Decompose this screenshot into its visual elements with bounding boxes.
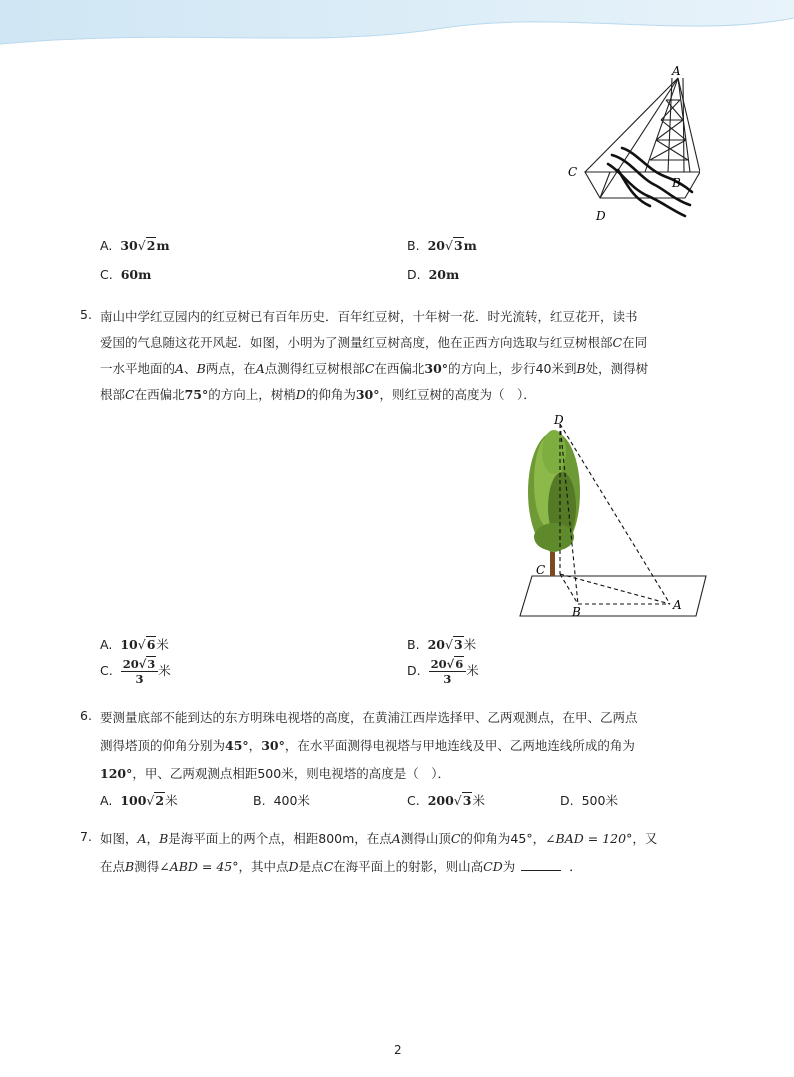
q6-line-1: 要测量底部不能到达的东方明珠电视塔的高度，在黄浦江西岸选择甲、乙两观测点，在甲、乙两点 xyxy=(100,710,638,725)
text: ，在水平面测得电视塔与甲地连线及甲、乙两地连线所成的角为 xyxy=(284,738,635,753)
option-letter: B. xyxy=(253,793,266,808)
sqrt-symbol: √ xyxy=(446,657,455,671)
q6-option-b[interactable] xyxy=(253,791,310,809)
text: 两点，在 xyxy=(205,361,256,376)
option-text: 60m xyxy=(120,267,152,282)
point: A xyxy=(137,831,147,846)
unit: 米 xyxy=(466,663,479,678)
unit: m xyxy=(156,238,170,253)
radicand: 6 xyxy=(146,637,156,652)
option-letter: A. xyxy=(100,637,113,652)
text: ，又 xyxy=(632,831,658,846)
q5-option-d[interactable] xyxy=(407,657,479,686)
point-C: C xyxy=(364,361,375,376)
point-B: B xyxy=(576,361,586,376)
text: ，甲、乙两观测点相距500米，则电视塔的高度是（ ）． xyxy=(132,766,450,781)
radicand: 3 xyxy=(453,238,463,253)
radicand: 6 xyxy=(455,657,464,671)
q5-label-B: B xyxy=(572,605,581,619)
q4-label-C: C xyxy=(568,165,578,179)
sqrt-symbol: √ xyxy=(137,238,146,253)
angle-expression: ∠ABD = 45° xyxy=(159,859,239,874)
point-A: A xyxy=(255,361,265,376)
radicand: 3 xyxy=(462,793,472,808)
q6-option-c[interactable] xyxy=(407,791,485,809)
q6-option-d[interactable] xyxy=(560,791,618,809)
text: 测得塔顶的仰角分别为 xyxy=(100,738,226,753)
option-text: 20m xyxy=(428,267,460,282)
text: 的方向上，步行40米到 xyxy=(448,361,577,376)
text: 、 xyxy=(184,361,197,376)
q5-number: 5. xyxy=(80,307,92,322)
sqrt-symbol: √ xyxy=(138,657,147,671)
text: ， xyxy=(146,831,160,846)
q4-tower-figure xyxy=(560,60,700,230)
q5-line-1: 南山中学红豆园内的红豆树已有百年历史．百年红豆树，十年树一花．时光流转，红豆花开，读书 xyxy=(100,309,638,324)
option-text: 500米 xyxy=(581,793,618,808)
q4-option-d[interactable] xyxy=(407,267,459,282)
angle: 30° xyxy=(261,738,285,753)
point: C xyxy=(450,831,461,846)
angle: 75° xyxy=(184,387,209,402)
text: 根部 xyxy=(100,387,126,402)
angle: 120° xyxy=(100,766,133,781)
sqrt-symbol: √ xyxy=(137,637,146,652)
point: A xyxy=(391,831,401,846)
option-letter: C. xyxy=(100,663,113,678)
coef: 100 xyxy=(120,793,147,808)
q5-line-4 xyxy=(100,385,536,403)
denominator: 3 xyxy=(135,672,144,686)
text: ． xyxy=(569,859,582,874)
angle: 45° xyxy=(225,738,249,753)
q5-line-2 xyxy=(100,333,647,351)
text: 是点 xyxy=(298,859,324,874)
point-A: A xyxy=(175,361,185,376)
option-letter: B. xyxy=(407,637,420,652)
option-letter: C. xyxy=(407,793,420,808)
segment: CD xyxy=(483,859,503,874)
option-letter: D. xyxy=(407,663,421,678)
text: 在海平面上的射影，则山高 xyxy=(333,859,484,874)
point: C xyxy=(323,859,334,874)
option-letter: A. xyxy=(100,793,113,808)
q5-option-b[interactable] xyxy=(407,635,476,653)
num-coef: 20 xyxy=(430,657,447,671)
point-C: C xyxy=(125,387,135,402)
q5-label-A: A xyxy=(673,598,682,612)
fraction xyxy=(429,657,467,686)
q5-label-C: C xyxy=(536,563,546,577)
sqrt-symbol: √ xyxy=(453,793,462,808)
q5-option-c[interactable] xyxy=(100,657,171,686)
angle: 30° xyxy=(424,361,449,376)
radicand: 3 xyxy=(147,657,156,671)
option-letter: D. xyxy=(560,793,574,808)
point: B xyxy=(159,831,169,846)
unit: 米 xyxy=(158,663,171,678)
angle: 30° xyxy=(355,387,380,402)
unit: m xyxy=(463,238,477,253)
q6-line-3 xyxy=(100,764,450,782)
header-wave-decoration xyxy=(0,0,794,50)
unit: 米 xyxy=(463,637,477,652)
option-letter: A. xyxy=(100,238,113,253)
text: 在西偏北 xyxy=(374,361,425,376)
option-letter: D. xyxy=(407,267,421,282)
angle-expression: ∠BAD = 120° xyxy=(545,831,633,846)
page-number: 2 xyxy=(394,1043,402,1057)
num-coef: 20 xyxy=(122,657,139,671)
sqrt-symbol: √ xyxy=(146,793,155,808)
coef: 10 xyxy=(120,637,138,652)
coef: 20 xyxy=(427,238,445,253)
radicand: 2 xyxy=(146,238,156,253)
q7-line-1 xyxy=(100,829,657,847)
option-text: 400米 xyxy=(273,793,310,808)
radicand: 3 xyxy=(453,637,463,652)
answer-blank[interactable] xyxy=(521,860,561,871)
text: ， xyxy=(248,738,262,753)
q6-option-a[interactable] xyxy=(100,791,178,809)
q5-line-2-tail: 在同 xyxy=(622,335,648,350)
text: 如图， xyxy=(100,831,138,846)
sqrt-symbol: √ xyxy=(444,238,453,253)
q5-tree-figure xyxy=(510,412,715,622)
unit: 米 xyxy=(156,637,169,652)
q5-line-3 xyxy=(100,359,648,377)
text: 的仰角为45°， xyxy=(460,831,546,846)
text: 测得山顶 xyxy=(400,831,451,846)
text: 在点 xyxy=(100,859,126,874)
q5-line-2-text: 爱国的气息随这花开风起．如图，小明为了测量红豆树高度，他在正西方向选取与红豆树根部 xyxy=(100,335,613,350)
text: 是海平面上的两个点，相距800m，在点 xyxy=(168,831,392,846)
q5-option-a[interactable] xyxy=(100,635,169,653)
q4-label-A: A xyxy=(672,64,681,78)
q4-option-b[interactable] xyxy=(407,238,477,253)
text: 的仰角为 xyxy=(305,387,356,402)
fraction xyxy=(121,657,159,686)
text: 一水平地面的 xyxy=(100,361,176,376)
point-B: B xyxy=(196,361,206,376)
text: 为 xyxy=(502,859,516,874)
q5-label-D: D xyxy=(554,413,564,427)
point: B xyxy=(125,859,135,874)
q6-line-2 xyxy=(100,736,635,754)
radicand: 2 xyxy=(155,793,165,808)
coef: 20 xyxy=(427,637,445,652)
q4-label-B: B xyxy=(672,176,681,190)
coef: 200 xyxy=(427,793,454,808)
q4-option-a[interactable] xyxy=(100,238,170,253)
option-letter: C. xyxy=(100,267,113,282)
text: 在西偏北 xyxy=(134,387,185,402)
coef: 30 xyxy=(120,238,138,253)
text: ，则红豆树的高度为（ ）． xyxy=(379,387,536,402)
unit: 米 xyxy=(472,793,485,808)
q6-number: 6. xyxy=(80,708,92,723)
denominator: 3 xyxy=(443,672,452,686)
text: 测得 xyxy=(134,859,160,874)
option-letter: B. xyxy=(407,238,420,253)
point-D: D xyxy=(295,387,306,402)
sqrt-symbol: √ xyxy=(444,637,453,652)
unit: 米 xyxy=(165,793,178,808)
text: 的方向上，树梢 xyxy=(208,387,296,402)
q7-number: 7. xyxy=(80,829,92,844)
text: 处，测得树 xyxy=(585,361,649,376)
q4-option-c[interactable] xyxy=(100,267,151,282)
q7-line-2 xyxy=(100,857,582,875)
text: ，其中点 xyxy=(238,859,289,874)
q4-label-D: D xyxy=(596,209,606,223)
point: D xyxy=(288,859,299,874)
text: 点测得红豆树根部 xyxy=(264,361,365,376)
point-C: C xyxy=(612,335,623,350)
